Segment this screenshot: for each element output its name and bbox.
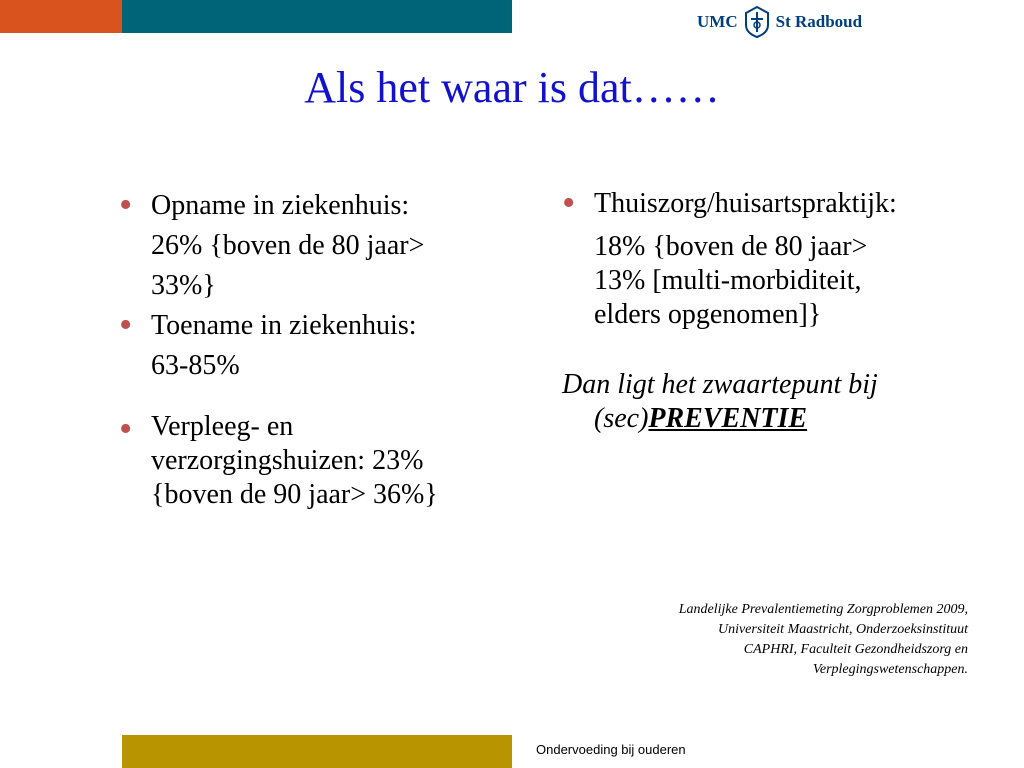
- bullet-line: elders opgenomen]}: [594, 299, 822, 330]
- source-line: Universiteit Maastricht, Onderzoeksinstituut: [717, 622, 968, 637]
- top-bar-orange: [0, 0, 122, 33]
- bullet-item: [119, 410, 519, 512]
- bullet-line: 63-85%: [151, 350, 240, 381]
- source-line: Verplegingswetenschappen.: [812, 662, 968, 677]
- emphasis-line: Dan ligt het zwaartepunt bij: [562, 369, 878, 400]
- bullet-line: Opname in ziekenhuis:: [151, 190, 410, 221]
- bullet-dot-icon: •: [119, 408, 133, 450]
- bullet-dot-icon: •: [119, 184, 133, 226]
- bullet-line: Thuiszorg/huisartspraktijk:: [594, 188, 897, 219]
- logo-right-text: St Radboud: [775, 12, 863, 31]
- logo-left-text: UMC: [697, 12, 738, 31]
- bullet-line: 33%}: [151, 270, 216, 301]
- top-bar-teal: [122, 0, 512, 33]
- bullet-item: [119, 306, 519, 386]
- bottom-bar-gold: [122, 735, 512, 768]
- bullet-dot-icon: •: [562, 182, 576, 224]
- bullet-line: 26% {boven de 80 jaar>: [151, 230, 425, 261]
- bullet-line: Toename in ziekenhuis:: [151, 310, 417, 341]
- right-column: [562, 184, 982, 436]
- left-column: [119, 186, 519, 512]
- emphasis-prefix: (sec): [594, 403, 649, 434]
- source-citation: [560, 600, 968, 680]
- emphasis-text: [562, 368, 982, 436]
- source-line: Landelijke Prevalentiemeting Zorgproblemen 2009,: [678, 602, 968, 617]
- umc-logo: [697, 4, 862, 40]
- bullet-item: [119, 186, 519, 306]
- footer-text: Ondervoeding bij ouderen: [536, 742, 686, 757]
- bullet-line: 18% {boven de 80 jaar>: [594, 231, 868, 262]
- bullet-line: Verpleeg- en: [151, 411, 294, 442]
- slide-title: Als het waar is dat……: [304, 63, 720, 112]
- crest-icon: [742, 5, 772, 39]
- bullet-line: verzorgingshuizen: 23%: [151, 445, 424, 476]
- bullet-line: {boven de 90 jaar> 36%}: [151, 479, 438, 510]
- bullet-item: [562, 184, 982, 332]
- bullet-line: 13% [multi-morbiditeit,: [594, 265, 862, 296]
- preventie-keyword: PREVENTIE: [648, 403, 808, 434]
- bullet-dot-icon: •: [119, 304, 133, 346]
- source-line: CAPHRI, Faculteit Gezondheidszorg en: [743, 642, 968, 657]
